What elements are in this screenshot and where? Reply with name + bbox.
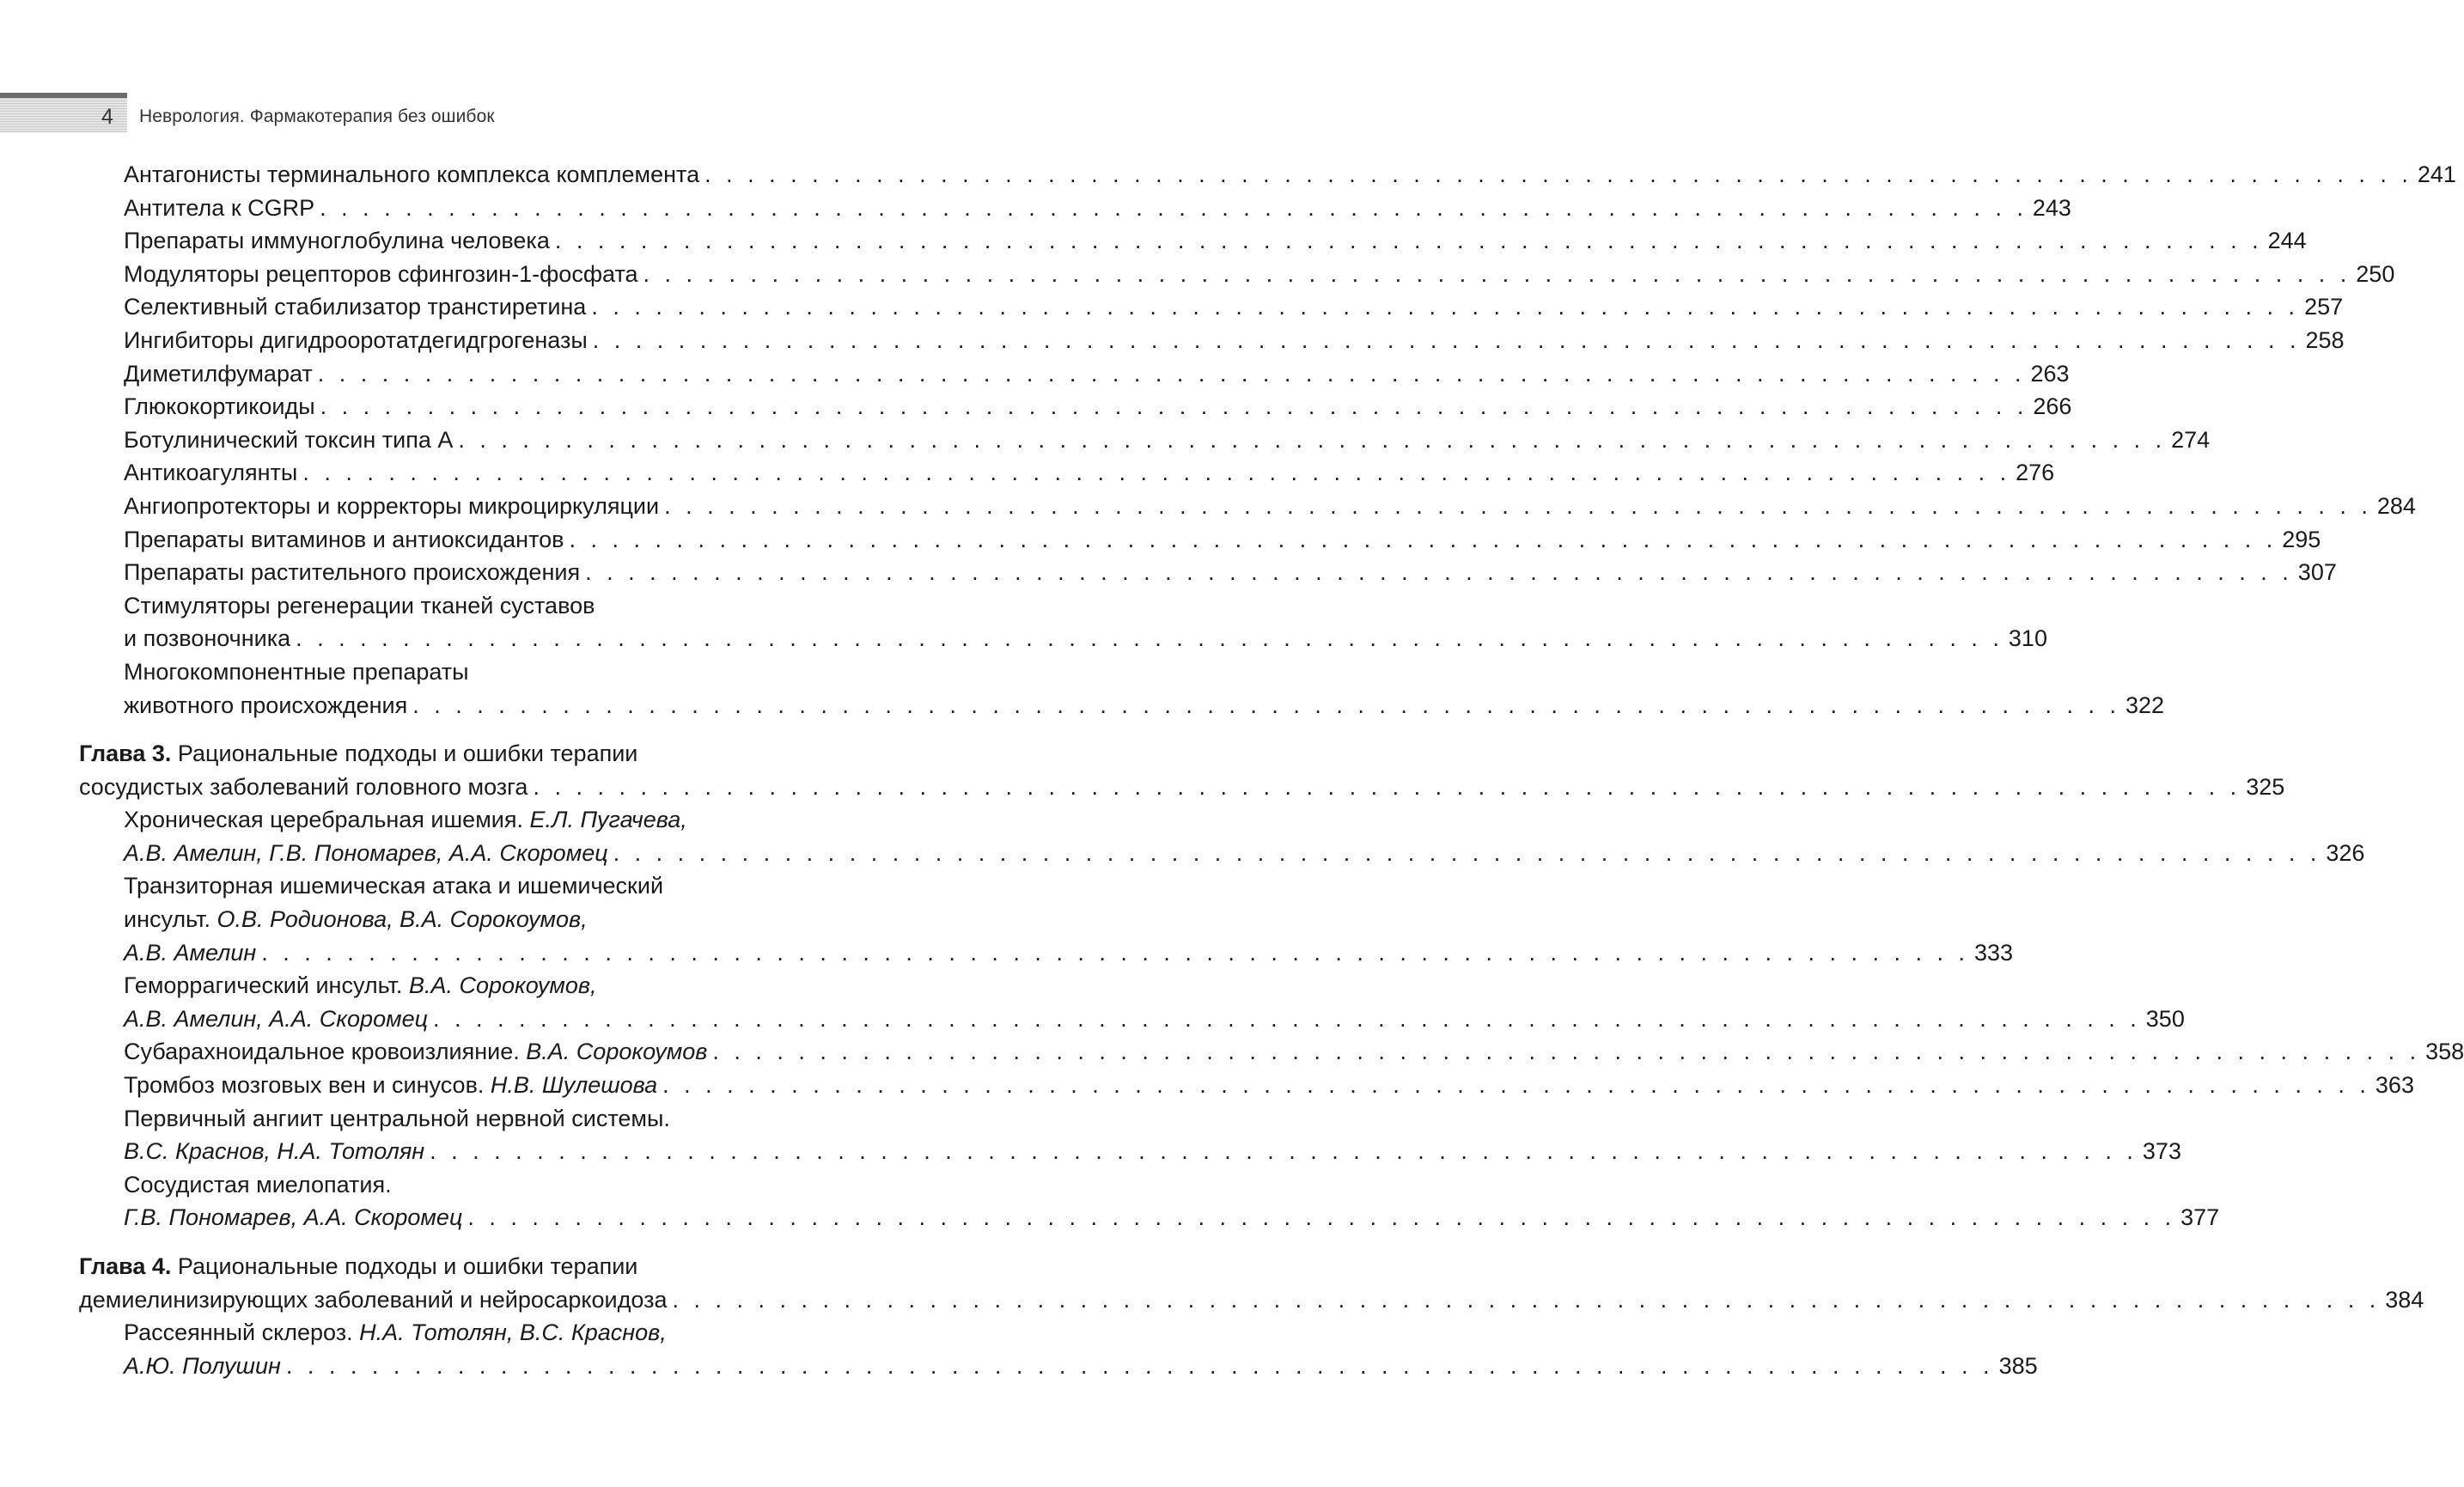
toc-entry	[0, 771, 2285, 804]
page-ref: 322	[2126, 692, 2165, 718]
page-ref: 307	[2297, 559, 2337, 586]
toc-entry	[0, 523, 2321, 557]
entry-authors: О.В. Родионова, В.А. Сорокоумов,	[217, 906, 588, 933]
page-ref: 350	[2145, 1005, 2185, 1032]
dot-leader: . . . . . . . . . . . . . . . . . . . . . . . . . . . . . . . . . . . . . . . . . . . . . . . . . . . . . . . . . . . . . . . . . . . . . . . . . . . . . . . .	[433, 1005, 2141, 1032]
toc-entry-text	[79, 1253, 637, 1279]
toc-entry	[0, 324, 2345, 357]
page-ref: 363	[2375, 1072, 2414, 1099]
toc-entry	[0, 424, 2211, 457]
page-ref: 295	[2282, 526, 2321, 552]
entry-title: Антикоагулянты	[124, 460, 298, 486]
page-number: 4	[101, 105, 113, 129]
dot-leader: . . . . . . . . . . . . . . . . . . . . . . . . . . . . . . . . . . . . . . . . . . . . . . . . . . . . . . . . . . . . . . . . . . . . . . . . . . . . . . . .	[591, 294, 2300, 320]
entry-title: демиелинизирующих заболеваний и нейросаркоидоза	[79, 1286, 668, 1313]
toc-entry-text	[124, 324, 588, 357]
entry-title: Стимуляторы регенерации тканей суставов	[124, 592, 595, 619]
entry-authors: А.В. Амелин	[124, 939, 257, 966]
toc-entry-text	[124, 807, 687, 832]
toc-entry-text	[124, 424, 453, 457]
entry-title: Рациональные подходы и ошибки терапии	[171, 740, 638, 767]
dot-leader: . . . . . . . . . . . . . . . . . . . . . . . . . . . . . . . . . . . . . . . . . . . . . . . . . . . . . . . . . . . . . . . . . . . . . . . . . . . . . . . .	[554, 228, 2263, 254]
toc-entry	[0, 224, 2307, 258]
toc-entry	[0, 456, 2055, 490]
toc-entry-text	[124, 659, 469, 685]
toc-entry-text	[124, 1172, 392, 1198]
toc-entry	[0, 1135, 2181, 1168]
entry-authors: А.В. Амелин, Г.В. Пономарев, А.А. Скоромец	[124, 839, 608, 866]
toc-entry-text	[124, 556, 580, 589]
toc-entry	[0, 589, 859, 623]
toc-entry	[0, 1168, 859, 1202]
entry-title: Первичный ангиит центральной нервной системы.	[124, 1105, 670, 1131]
entry-title: Антитела к CGRP	[124, 194, 315, 221]
toc-entry-text	[124, 523, 564, 557]
entry-authors: В.С. Краснов, Н.А. Тотолян	[124, 1138, 425, 1165]
toc-entry	[0, 1201, 2220, 1234]
toc-entry-text	[79, 771, 528, 804]
page-ref: 310	[2008, 625, 2047, 652]
dot-leader: . . . . . . . . . . . . . . . . . . . . . . . . . . . . . . . . . . . . . . . . . . . . . . . . . . . . . . . . . . . . . . . . . . . . . . . . . . . . . . . .	[613, 839, 2321, 866]
entry-title: Препараты иммуноглобулина человека	[124, 228, 550, 254]
toc-entry	[0, 622, 2047, 655]
dot-leader: . . . . . . . . . . . . . . . . . . . . . . . . . . . . . . . . . . . . . . . . . . . . . . . . . . . . . . . . . . . . . . . . . . . . . . . . . . . . . . . .	[296, 625, 2004, 652]
dot-leader: . . . . . . . . . . . . . . . . . . . . . . . . . . . . . . . . . . . . . . . . . . . . . . . . . . . . . . . . . . . . . . . . . . . . . . . . . . . . . . . .	[643, 260, 2351, 287]
section-gap	[0, 1234, 859, 1250]
toc-entry-text	[124, 1003, 428, 1036]
page-ref: 385	[1998, 1352, 2038, 1379]
toc-entry	[0, 192, 2071, 225]
entry-title: Субарахноидальное кровоизлияние.	[124, 1039, 527, 1065]
toc-entry-text	[79, 740, 637, 766]
toc-entry	[0, 1250, 859, 1283]
dot-leader: . . . . . . . . . . . . . . . . . . . . . . . . . . . . . . . . . . . . . . . . . . . . . . . . . . . . . . . . . . . . . . . . . . . . . . . . . . . . . . . .	[412, 692, 2120, 718]
toc-entry-text	[124, 456, 297, 490]
toc-entry-text	[124, 1201, 462, 1234]
entry-authors: В.А. Сорокоумов	[526, 1039, 708, 1065]
toc-entry	[0, 655, 859, 689]
entry-title: Транзиторная ишемическая атака и ишемический	[124, 873, 664, 899]
dot-leader: . . . . . . . . . . . . . . . . . . . . . . . . . . . . . . . . . . . . . . . . . . . . . . . . . . . . . . . . . . . . . . . . . . . . . . . . . . . . . . . .	[662, 1072, 2370, 1099]
page-ref: 243	[2032, 194, 2071, 221]
entry-title: Модуляторы рецепторов сфингозин-1-фосфата	[124, 260, 638, 287]
toc-entry	[0, 689, 2165, 722]
entry-authors: Н.В. Шулешова	[490, 1072, 658, 1099]
section-gap	[0, 722, 859, 737]
entry-authors: В.А. Сорокоумов,	[408, 972, 597, 999]
entry-title: Ангиопротекторы и корректоры микроциркуляции	[124, 492, 660, 519]
entry-title: Хроническая церебральная ишемия.	[124, 807, 530, 833]
entry-title: сосудистых заболеваний головного мозга	[79, 773, 528, 800]
page-ref: 384	[2385, 1286, 2424, 1313]
entry-title: Ботулинический токсин типа А	[124, 426, 454, 453]
toc-entry	[0, 1102, 859, 1136]
page-ref: 244	[2267, 228, 2307, 254]
page-ref: 373	[2142, 1138, 2181, 1165]
page-ref: 263	[2030, 360, 2070, 387]
page-ref: 276	[2016, 460, 2055, 486]
entry-title: Геморрагический инсульт.	[124, 972, 409, 999]
toc-entry-text	[124, 158, 699, 192]
toc-entry	[0, 936, 2014, 970]
toc-entry-text	[124, 357, 313, 391]
entry-title: животного происхождения	[124, 692, 408, 718]
toc-entry	[0, 803, 859, 837]
page-ref: 358	[2425, 1039, 2464, 1065]
dot-leader: . . . . . . . . . . . . . . . . . . . . . . . . . . . . . . . . . . . . . . . . . . . . . . . . . . . . . . . . . . . . . . . . . . . . . . . . . . . . . . . .	[585, 559, 2293, 586]
dot-leader: . . . . . . . . . . . . . . . . . . . . . . . . . . . . . . . . . . . . . . . . . . . . . . . . . . . . . . . . . . . . . . . . . . . . . . . . . . . . . . . .	[302, 460, 2011, 486]
entry-title: Рассеянный склероз.	[124, 1319, 360, 1346]
page-ref: 257	[2304, 294, 2344, 320]
toc-entry	[0, 357, 2070, 391]
toc-entry-text	[124, 936, 256, 970]
toc-entry	[0, 1069, 2414, 1102]
table-of-contents	[0, 158, 2464, 1382]
toc-entry	[0, 258, 2395, 291]
toc-entry	[0, 290, 2344, 324]
entry-authors: А.Ю. Полушин	[124, 1352, 281, 1379]
toc-entry-text	[124, 972, 597, 998]
toc-entry	[0, 1350, 2038, 1383]
entry-title: Глюкокортикоиды	[124, 393, 315, 420]
page-ref: 250	[2356, 260, 2395, 287]
dot-leader: . . . . . . . . . . . . . . . . . . . . . . . . . . . . . . . . . . . . . . . . . . . . . . . . . . . . . . . . . . . . . . . . . . . . . . . . . . . . . . . .	[592, 326, 2301, 353]
page-ref: 326	[2326, 839, 2365, 866]
toc-entry	[0, 158, 2456, 192]
toc-entry	[0, 1035, 2464, 1069]
dot-leader: . . . . . . . . . . . . . . . . . . . . . . . . . . . . . . . . . . . . . . . . . . . . . . . . . . . . . . . . . . . . . . . . . . . . . . . . . . . . . . . .	[430, 1138, 2138, 1165]
toc-entry-text	[124, 1350, 281, 1383]
toc-entry-text	[124, 873, 663, 899]
toc-entry-text	[124, 1135, 424, 1168]
dot-leader: . . . . . . . . . . . . . . . . . . . . . . . . . . . . . . . . . . . . . . . . . . . . . . . . . . . . . . . . . . . . . . . . . . . . . . . . . . . . . . . .	[285, 1352, 1994, 1379]
dot-leader: . . . . . . . . . . . . . . . . . . . . . . . . . . . . . . . . . . . . . . . . . . . . . . . . . . . . . . . . . . . . . . . . . . . . . . . . . . . . . . . .	[320, 194, 2028, 221]
toc-entry-text	[124, 1035, 707, 1069]
toc-entry-text	[124, 1069, 657, 1102]
dot-leader: . . . . . . . . . . . . . . . . . . . . . . . . . . . . . . . . . . . . . . . . . . . . . . . . . . . . . . . . . . . . . . . . . . . . . . . . . . . . . . . .	[672, 1286, 2381, 1313]
entry-authors: Г.В. Пономарев, А.А. Скоромец	[124, 1204, 463, 1231]
entry-title: Препараты растительного происхождения	[124, 559, 581, 586]
toc-entry	[0, 1003, 2185, 1036]
entry-title: Тромбоз мозговых вен и синусов.	[124, 1072, 491, 1099]
toc-entry	[0, 1283, 2424, 1317]
toc-entry	[0, 737, 859, 771]
dot-leader: . . . . . . . . . . . . . . . . . . . . . . . . . . . . . . . . . . . . . . . . . . . . . . . . . . . . . . . . . . . . . . . . . . . . . . . . . . . . . . . .	[712, 1039, 2421, 1065]
dot-leader: . . . . . . . . . . . . . . . . . . . . . . . . . . . . . . . . . . . . . . . . . . . . . . . . . . . . . . . . . . . . . . . . . . . . . . . . . . . . . . . .	[467, 1204, 2176, 1231]
toc-entry-text	[124, 490, 659, 523]
dot-leader: . . . . . . . . . . . . . . . . . . . . . . . . . . . . . . . . . . . . . . . . . . . . . . . . . . . . . . . . . . . . . . . . . . . . . . . . . . . . . . . .	[533, 773, 2241, 800]
toc-entry-text	[124, 622, 290, 655]
toc-entry-text	[124, 258, 638, 291]
toc-entry	[0, 1316, 859, 1350]
toc-entry-text	[124, 1106, 670, 1131]
page-ref: 241	[2417, 161, 2456, 187]
entry-title: Сосудистая миелопатия.	[124, 1171, 392, 1198]
toc-entry	[0, 869, 859, 903]
toc-entry	[0, 969, 859, 1003]
entry-title: Диметилфумарат	[124, 360, 313, 387]
page-ref: 284	[2376, 492, 2416, 519]
toc-entry-text	[124, 837, 608, 870]
page-ref: 274	[2171, 426, 2211, 453]
entry-title: Рациональные подходы и ошибки терапии	[171, 1253, 638, 1279]
chapter-label: Глава 4.	[79, 1253, 172, 1279]
dot-leader: . . . . . . . . . . . . . . . . . . . . . . . . . . . . . . . . . . . . . . . . . . . . . . . . . . . . . . . . . . . . . . . . . . . . . . . . . . . . . . . .	[458, 426, 2167, 453]
toc-entry-text	[124, 390, 315, 424]
entry-title: Селективный стабилизатор транстиретина	[124, 294, 587, 320]
page-ref: 258	[2305, 326, 2345, 353]
toc-entry	[0, 390, 2072, 424]
entry-title: Ингибиторы дигидрооротатдегидгрогеназы	[124, 326, 588, 353]
entry-authors: Н.А. Тотолян, В.С. Краснов,	[359, 1319, 667, 1346]
entry-title: и позвоночника	[124, 625, 291, 652]
dot-leader: . . . . . . . . . . . . . . . . . . . . . . . . . . . . . . . . . . . . . . . . . . . . . . . . . . . . . . . . . . . . . . . . . . . . . . . . . . . . . . . .	[317, 360, 2026, 387]
entry-title: Препараты витаминов и антиоксидантов	[124, 526, 564, 552]
toc-entry-text	[124, 224, 550, 258]
dot-leader: . . . . . . . . . . . . . . . . . . . . . . . . . . . . . . . . . . . . . . . . . . . . . . . . . . . . . . . . . . . . . . . . . . . . . . . . . . . . . . . .	[704, 161, 2412, 187]
toc-entry-text	[124, 290, 586, 324]
toc-entry-text	[124, 593, 595, 619]
page-ref: 333	[1974, 939, 2014, 966]
toc-entry-text	[124, 1319, 667, 1345]
toc-entry	[0, 837, 2365, 870]
toc-entry-text	[124, 906, 588, 932]
entry-authors: Е.Л. Пугачева,	[529, 807, 687, 833]
dot-leader: . . . . . . . . . . . . . . . . . . . . . . . . . . . . . . . . . . . . . . . . . . . . . . . . . . . . . . . . . . . . . . . . . . . . . . . . . . . . . . . .	[320, 393, 2028, 420]
toc-entry	[0, 556, 2337, 589]
toc-entry-text	[79, 1283, 668, 1317]
page-ref: 325	[2246, 773, 2285, 800]
dot-leader: . . . . . . . . . . . . . . . . . . . . . . . . . . . . . . . . . . . . . . . . . . . . . . . . . . . . . . . . . . . . . . . . . . . . . . . . . . . . . . . .	[664, 492, 2372, 519]
running-title: Неврология. Фармакотерапия без ошибок	[139, 107, 495, 126]
toc-entry-text	[124, 192, 314, 225]
toc-entry	[0, 903, 859, 936]
entry-title: Антагонисты терминального комплекса комплемента	[124, 161, 700, 187]
page-ref: 266	[2033, 393, 2072, 420]
entry-title: Многокомпонентные препараты	[124, 658, 469, 685]
toc-entry-text	[124, 689, 407, 722]
entry-title: инсульт.	[124, 906, 217, 933]
chapter-label: Глава 3.	[79, 740, 172, 767]
page-ref: 377	[2180, 1204, 2220, 1231]
entry-authors: А.В. Амелин, А.А. Скоромец	[124, 1005, 429, 1032]
toc-entry	[0, 490, 2416, 523]
dot-leader: . . . . . . . . . . . . . . . . . . . . . . . . . . . . . . . . . . . . . . . . . . . . . . . . . . . . . . . . . . . . . . . . . . . . . . . . . . . . . . . .	[261, 939, 1969, 966]
dot-leader: . . . . . . . . . . . . . . . . . . . . . . . . . . . . . . . . . . . . . . . . . . . . . . . . . . . . . . . . . . . . . . . . . . . . . . . . . . . . . . . .	[569, 526, 2278, 552]
